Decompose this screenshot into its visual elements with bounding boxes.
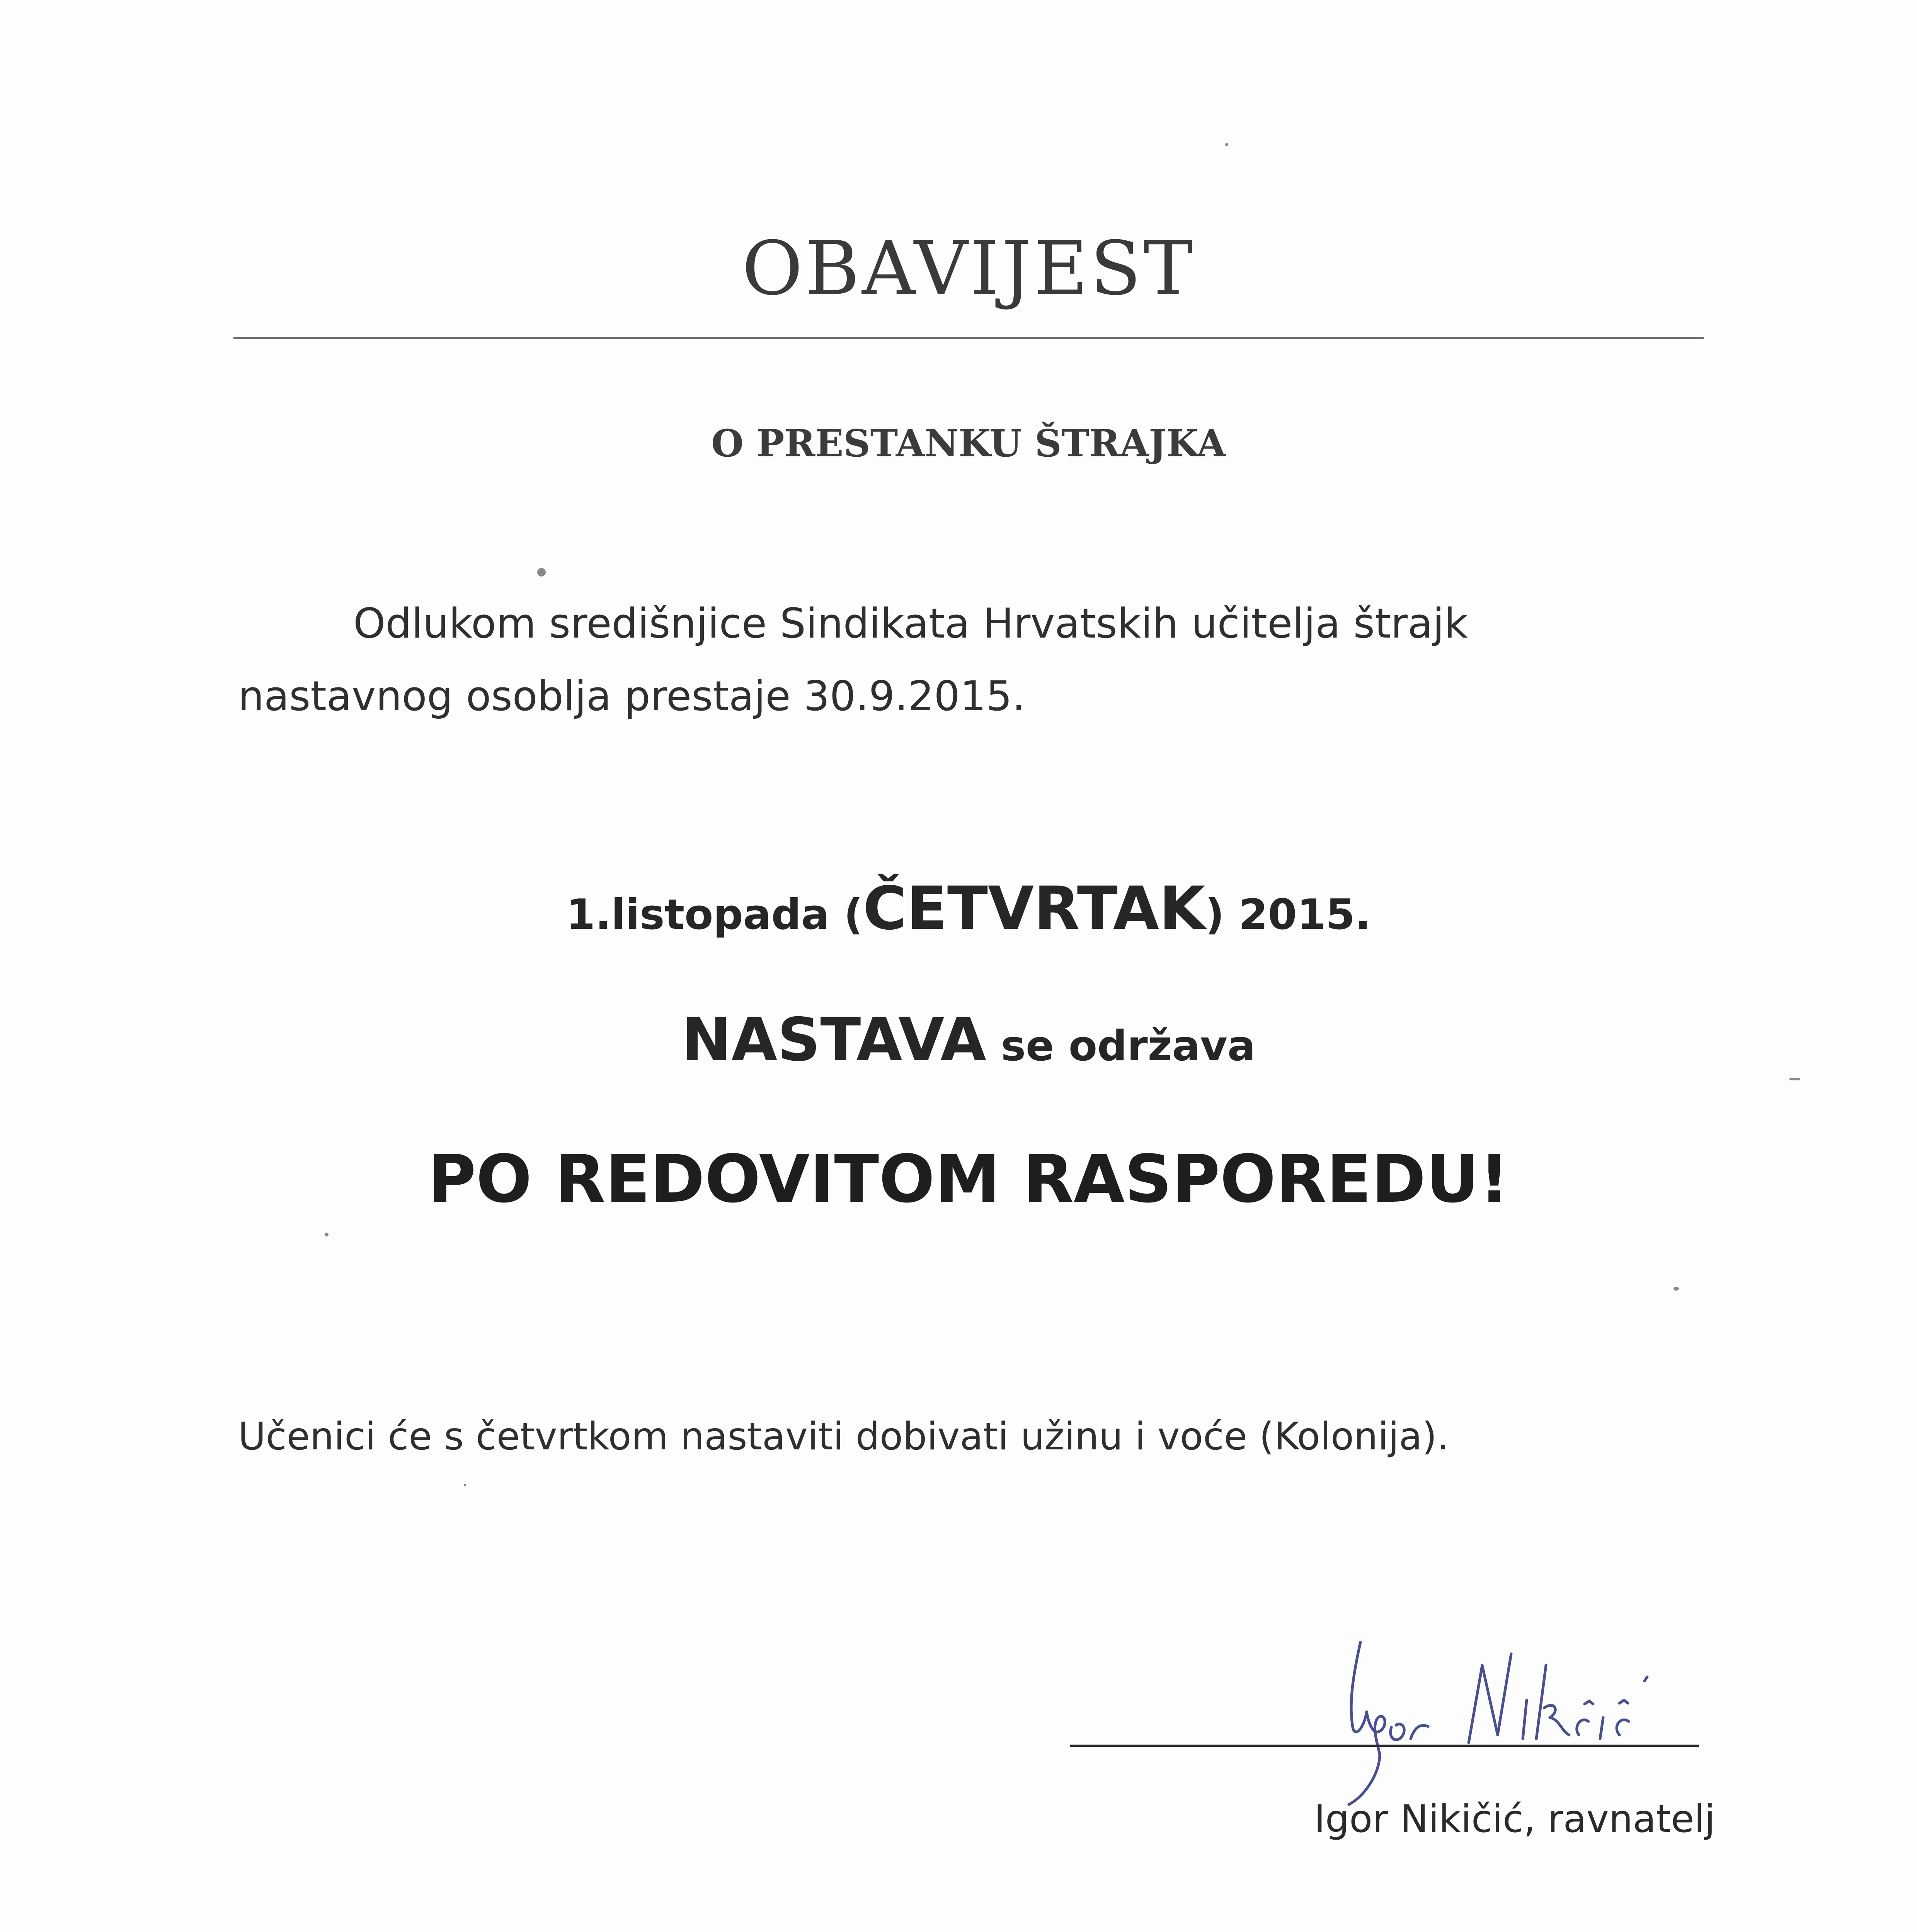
nastava-word: NASTAVA [681, 1005, 987, 1075]
nastava-rest: se održava [986, 1022, 1256, 1070]
scan-speck [1674, 1287, 1679, 1291]
scan-speck [1789, 1078, 1800, 1080]
scan-speck [464, 1484, 466, 1486]
schedule-headline: PO REDOVITOM RASPOREDU! [428, 1141, 1509, 1218]
signatory-name: Igor Nikičić, ravnatelj [1314, 1797, 1715, 1841]
body-line-2: nastavnog osoblja prestaje 30.9.2015. [238, 672, 1025, 720]
signature-line [1070, 1745, 1699, 1747]
nastava-line [0, 1005, 1917, 1076]
notice-subtitle: O PRESTANKU ŠTRAJKA [711, 422, 1226, 465]
date-day: ČETVRTAK [863, 874, 1205, 943]
date-line [0, 873, 1917, 945]
notice-title: OBAVIJEST [742, 226, 1195, 312]
date-prefix: 1.listopada ( [566, 891, 863, 939]
date-suffix: ) 2015. [1205, 891, 1371, 939]
body-line-1: Odlukom središnjice Sindikata Hrvatskih učitelja štrajk [353, 600, 1468, 647]
title-underline [233, 337, 1704, 339]
scan-speck [1225, 143, 1228, 146]
students-note: Učenici će s četvrtkom nastaviti dobivati užinu i voće (Kolonija). [238, 1415, 1449, 1459]
scan-speck [537, 568, 546, 577]
notice-body [238, 587, 1629, 733]
scan-speck [325, 1233, 329, 1236]
